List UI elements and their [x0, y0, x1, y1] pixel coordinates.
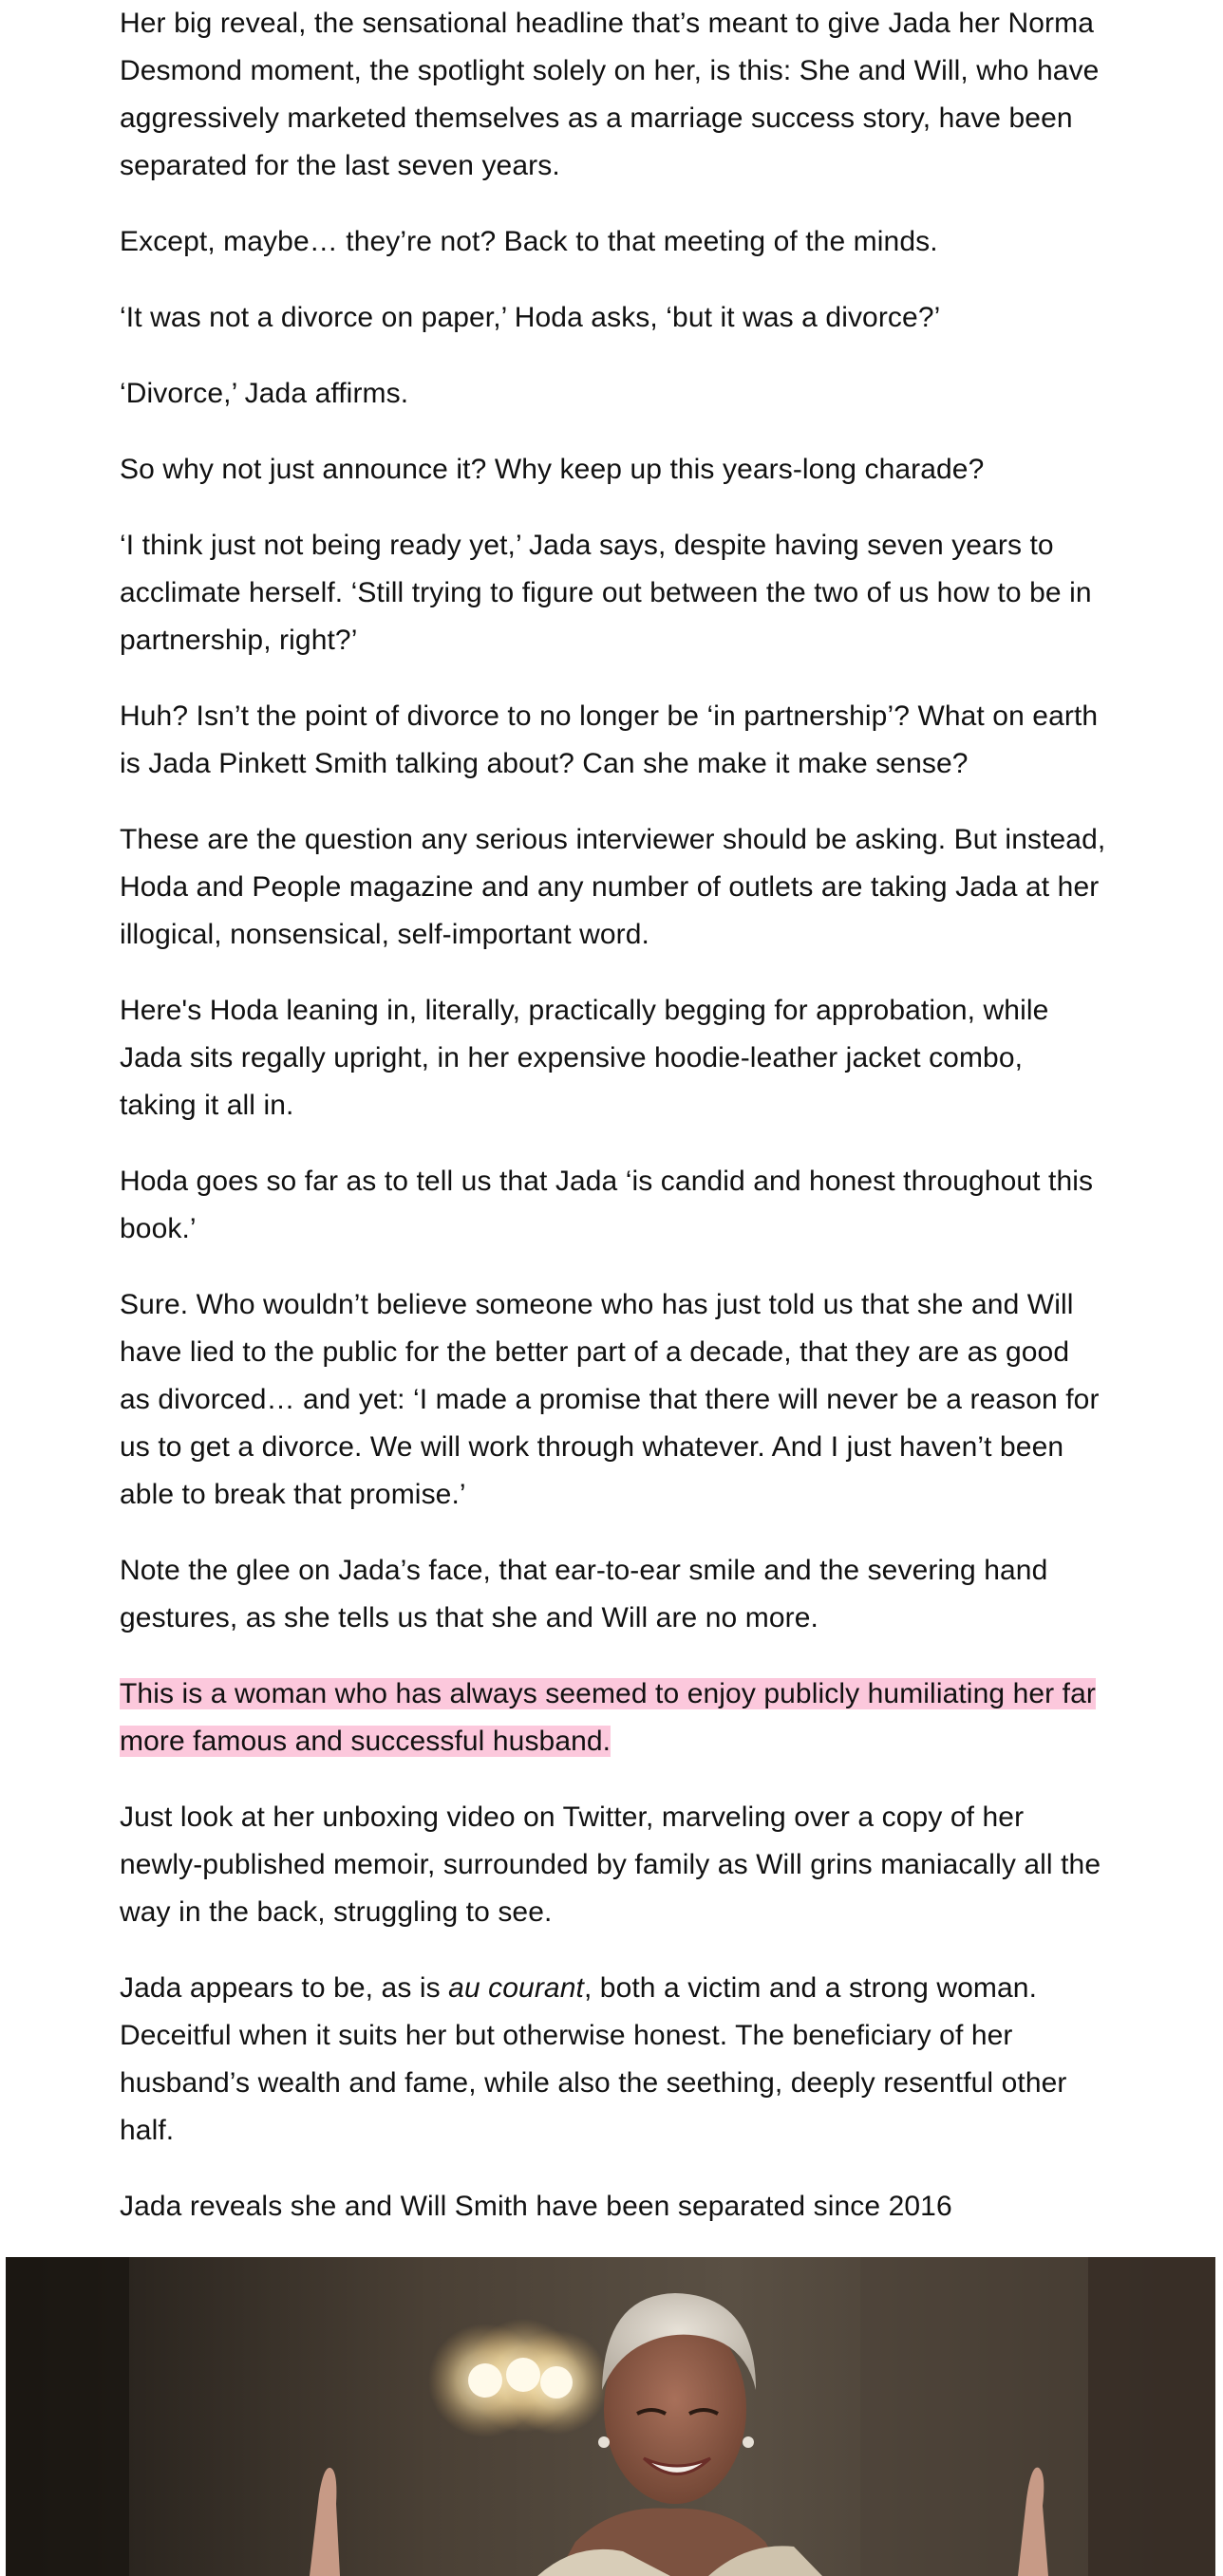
paragraph-2: Except, maybe… they’re not? Back to that meeting of the minds.: [120, 226, 938, 257]
article-body: [120, 0, 1107, 2259]
mixed-text-after: , both a victim and a strong woman. Deceitful when it suits her but otherwise honest. The beneficiary of her husband’s wealth and fame, while also the seething, deeply resentful other half.: [120, 1972, 1067, 2146]
highlighted-paragraph: [120, 1671, 1107, 1765]
mixed-text-before: Jada appears to be, as is: [120, 1972, 449, 2004]
image-caption: Jada reveals she and Will Smith have been separated since 2016: [120, 2191, 952, 2222]
paragraph-1: Her big reveal, the sensational headline that’s meant to give Jada her Norma Desmond moment, the spotlight solely on her, is this: She and Will, who have aggressively marketed themselves as a marriage success story, have been separated for the last seven years.: [120, 8, 1100, 181]
paragraph-after-highlight: Just look at her unboxing video on Twitter, marveling over a copy of her newly-published memoir, surrounded by family as Will grins maniacally all the way in the back, struggling to see.: [120, 1801, 1101, 1928]
paragraph-9: Here's Hoda leaning in, literally, practically begging for approbation, while Jada sits regally upright, in her expensive hoodie-leather jacket combo, taking it all in.: [120, 995, 1049, 1121]
paragraph-8: These are the question any serious interviewer should be asking. But instead, Hoda and People magazine and any number of outlets are taking Jada at her illogical, nonsensical, self-important word.: [120, 824, 1106, 950]
paragraph-mixed: [120, 1965, 1107, 2155]
paragraph-3: ‘It was not a divorce on paper,’ Hoda asks, ‘but it was a divorce?’: [120, 302, 941, 333]
interview-photo[interactable]: [6, 2257, 1215, 2576]
paragraph-5: So why not just announce it? Why keep up this years-long charade?: [120, 454, 985, 485]
paragraph-4: ‘Divorce,’ Jada affirms.: [120, 378, 409, 409]
paragraph-6: ‘I think just not being ready yet,’ Jada says, despite having seven years to acclimate herself. ‘Still trying to figure out between the two of us how to be in partnership, right?’: [120, 530, 1092, 656]
interview-photo-illustration: [6, 2257, 1215, 2576]
paragraph-12: Note the glee on Jada’s face, that ear-to-ear smile and the severing hand gestures, as she tells us that she and Will are no more.: [120, 1555, 1048, 1633]
paragraph-11: Sure. Who wouldn’t believe someone who has just told us that she and Will have lied to the public for the better part of a decade, that they are as good as divorced… and yet: ‘I made a promise that there will never be a reason for us to get a divorce. We will work through whatever. And I just haven’t been able to break that promise.’: [120, 1289, 1100, 1510]
highlighted-text[interactable]: This is a woman who has always seemed to enjoy publicly humiliating her far more famous and successful husband.: [120, 1678, 1096, 1757]
mixed-text-italic: au courant: [448, 1972, 584, 2004]
paragraph-7: Huh? Isn’t the point of divorce to no longer be ‘in partnership’? What on earth is Jada Pinkett Smith talking about? Can she make it make sense?: [120, 700, 1099, 779]
paragraph-10: Hoda goes so far as to tell us that Jada ‘is candid and honest throughout this book.’: [120, 1166, 1094, 1244]
